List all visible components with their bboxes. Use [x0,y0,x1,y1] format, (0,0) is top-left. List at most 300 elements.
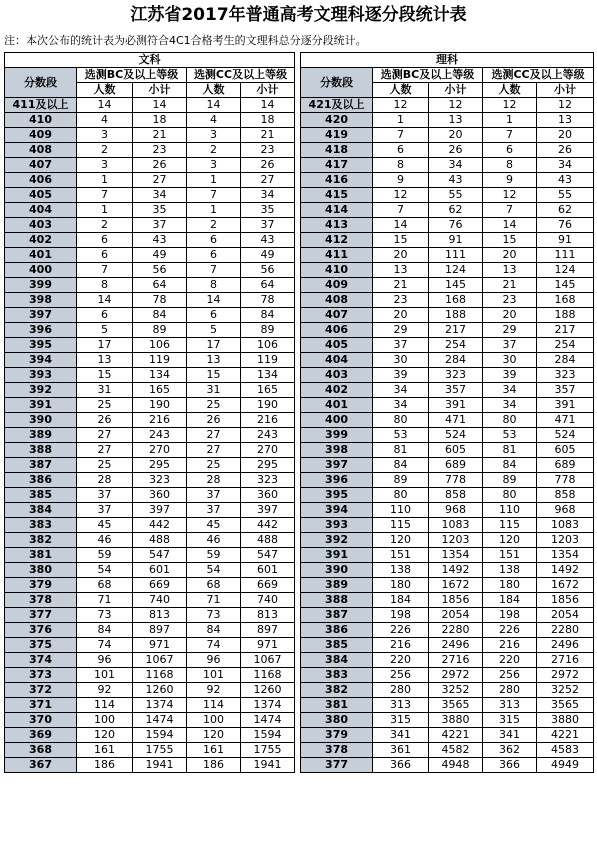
li-cc-cumulative: 391 [537,398,594,413]
wen-bc-cumulative: 23 [133,143,187,158]
wen-bc-cumulative: 1941 [133,758,187,773]
li-bc-cumulative: 62 [429,203,483,218]
wen-cc-cumulative: 119 [241,353,295,368]
li-cc-cumulative: 1203 [537,533,594,548]
table-row [5,248,594,263]
li-bc-cumulative: 4221 [429,728,483,743]
li-score-segment: 401 [301,398,373,413]
wen-bc-count: 45 [77,518,133,533]
wen-bc-cumulative: 43 [133,233,187,248]
li-bc-cumulative: 1354 [429,548,483,563]
wen-bc-count: 68 [77,578,133,593]
li-cc-cumulative: 2716 [537,653,594,668]
li-bc-cumulative: 968 [429,503,483,518]
table-row [5,578,594,593]
wen-cc-cumulative: 84 [241,308,295,323]
wen-bc-count: 26 [77,413,133,428]
wen-cc-cumulative: 397 [241,503,295,518]
table-row [5,338,594,353]
li-cc-count: 80 [483,488,537,503]
wen-cc-count: 6 [187,233,241,248]
li-bc-cumulative: 1083 [429,518,483,533]
wen-score-segment: 396 [5,323,77,338]
wen-score-segment: 382 [5,533,77,548]
li-bc-cumulative: 20 [429,128,483,143]
li-bc-cumulative: 858 [429,488,483,503]
li-score-segment: 396 [301,473,373,488]
wen-score-segment: 392 [5,383,77,398]
wen-cc-count: 161 [187,743,241,758]
li-cc-count: 341 [483,728,537,743]
li-score-segment: 413 [301,218,373,233]
li-score-segment: 406 [301,323,373,338]
li-cc-count: 120 [483,533,537,548]
table-row [5,308,594,323]
wen-bc-count: 25 [77,458,133,473]
li-bc-count: 138 [373,563,429,578]
wen-cc-count: 101 [187,668,241,683]
li-score-segment: 394 [301,503,373,518]
wen-cc-count: 74 [187,638,241,653]
wen-cc-count: 13 [187,353,241,368]
li-cc-cumulative: 2972 [537,668,594,683]
wen-cc-count: 4 [187,113,241,128]
wen-cc-cumulative: 1260 [241,683,295,698]
li-cc-cumulative: 124 [537,263,594,278]
wen-seg-header: 分数段 [5,68,77,98]
li-cc-count: 21 [483,278,537,293]
li-cc-cumulative: 1083 [537,518,594,533]
wen-bc-count: 114 [77,698,133,713]
table-row [5,128,594,143]
wen-cc-count: 3 [187,128,241,143]
wen-cc-count: 25 [187,458,241,473]
li-cc-cumulative: 13 [537,113,594,128]
li-bc-count: 1 [373,113,429,128]
li-cc-cumulative: 76 [537,218,594,233]
li-score-segment: 405 [301,338,373,353]
li-cc-cumulative: 1856 [537,593,594,608]
wen-score-segment: 378 [5,593,77,608]
wen-cc-cumulative: 165 [241,383,295,398]
wen-cc-count: 73 [187,608,241,623]
li-cc-cumulative: 254 [537,338,594,353]
wen-score-segment: 405 [5,188,77,203]
li-score-segment: 391 [301,548,373,563]
li-cc-count: 8 [483,158,537,173]
li-cc-cumulative: 4583 [537,743,594,758]
wen-score-segment: 398 [5,293,77,308]
wen-bc-count: 3 [77,128,133,143]
li-bc-cumulative: 26 [429,143,483,158]
li-bc-count: 198 [373,608,429,623]
li-bc-cumulative: 778 [429,473,483,488]
wen-bc-count: 59 [77,548,133,563]
li-cc-cumulative: 357 [537,383,594,398]
li-score-segment: 410 [301,263,373,278]
li-bc-cumulative: 111 [429,248,483,263]
wen-score-segment: 408 [5,143,77,158]
li-bc-count: 53 [373,428,429,443]
wen-cc-count: 84 [187,623,241,638]
table-row [5,98,594,113]
li-score-segment: 392 [301,533,373,548]
wen-cc-count: 27 [187,443,241,458]
wen-bc-cumulative: 971 [133,638,187,653]
li-score-segment: 381 [301,698,373,713]
wen-score-segment: 373 [5,668,77,683]
li-cc-count: 110 [483,503,537,518]
wen-score-segment: 407 [5,158,77,173]
li-score-segment: 415 [301,188,373,203]
wen-score-segment: 376 [5,623,77,638]
wen-score-segment: 374 [5,653,77,668]
li-bc-cumulative: 12 [429,98,483,113]
wen-cc-cumulative: 14 [241,98,295,113]
table-body [5,98,594,773]
wen-bc-header: 选测BC及以上等级 [77,68,187,83]
li-bc-count: 9 [373,173,429,188]
table-row [5,158,594,173]
li-bc-count: 20 [373,308,429,323]
wen-cc-count: 25 [187,398,241,413]
table-row [5,278,594,293]
li-bc-count: 37 [373,338,429,353]
wen-cc-count: 27 [187,428,241,443]
wen-cc-count: 1 [187,173,241,188]
wen-bc-count: 31 [77,383,133,398]
li-score-segment: 420 [301,113,373,128]
li-cc-cumulative: 524 [537,428,594,443]
li-cc-count: 7 [483,128,537,143]
li-bc-count: 29 [373,323,429,338]
li-bc-cumulative: 3252 [429,683,483,698]
li-score-segment: 407 [301,308,373,323]
wen-bc-cumulative: 119 [133,353,187,368]
li-cc-cumulative: 284 [537,353,594,368]
wen-bc-cumulative: 740 [133,593,187,608]
wen-cc-count: 37 [187,503,241,518]
table-row [5,458,594,473]
table-row [5,263,594,278]
table-row [5,533,594,548]
wen-score-segment: 386 [5,473,77,488]
li-bc-count: 256 [373,668,429,683]
wen-bc-count: 71 [77,593,133,608]
wen-score-segment: 367 [5,758,77,773]
li-bc-cumulative: 91 [429,233,483,248]
li-cc-cumulative: 323 [537,368,594,383]
li-bc-count-header: 人数 [373,83,429,98]
section-wen: 文科 [5,53,295,68]
li-bc-cumulative: 323 [429,368,483,383]
wen-cc-cumulative: 37 [241,218,295,233]
wen-bc-count: 54 [77,563,133,578]
wen-bc-count: 6 [77,233,133,248]
table-row [5,548,594,563]
wen-score-segment: 404 [5,203,77,218]
wen-score-segment: 387 [5,458,77,473]
wen-bc-count: 6 [77,248,133,263]
wen-cc-cumulative: 295 [241,458,295,473]
li-cc-count: 6 [483,143,537,158]
li-bc-count: 366 [373,758,429,773]
li-cc-cumulative: 858 [537,488,594,503]
table-row [5,353,594,368]
wen-bc-count: 13 [77,353,133,368]
li-cc-count: 20 [483,308,537,323]
wen-bc-cumulative: 134 [133,368,187,383]
li-score-segment: 421及以上 [301,98,373,113]
wen-bc-cumulative: 360 [133,488,187,503]
wen-cc-count: 5 [187,323,241,338]
li-score-segment: 385 [301,638,373,653]
wen-cc-cumulative: 21 [241,128,295,143]
li-bc-cumulative: 168 [429,293,483,308]
wen-bc-count: 101 [77,668,133,683]
table-row [5,203,594,218]
wen-bc-count: 100 [77,713,133,728]
table-row [5,518,594,533]
wen-bc-cumulative: 49 [133,248,187,263]
li-cc-count: 366 [483,758,537,773]
li-cc-cumulative: 34 [537,158,594,173]
wen-bc-count: 4 [77,113,133,128]
wen-cc-count: 14 [187,293,241,308]
li-bc-cumulative: 76 [429,218,483,233]
wen-bc-cumulative: 37 [133,218,187,233]
li-cc-count: 180 [483,578,537,593]
li-cc-cumulative: 168 [537,293,594,308]
wen-cc-count: 6 [187,248,241,263]
table-row [5,143,594,158]
li-score-segment: 397 [301,458,373,473]
li-cc-cum-header: 小计 [537,83,594,98]
wen-bc-cumulative: 547 [133,548,187,563]
li-cc-count: 220 [483,653,537,668]
wen-bc-cumulative: 34 [133,188,187,203]
li-cc-cumulative: 471 [537,413,594,428]
wen-cc-cumulative: 23 [241,143,295,158]
wen-score-segment: 383 [5,518,77,533]
li-cc-cumulative: 3880 [537,713,594,728]
wen-bc-cumulative: 14 [133,98,187,113]
li-cc-cumulative: 778 [537,473,594,488]
li-bc-count: 7 [373,128,429,143]
wen-cc-count: 14 [187,98,241,113]
li-score-segment: 409 [301,278,373,293]
table-row [5,593,594,608]
li-cc-count: 13 [483,263,537,278]
li-bc-count: 361 [373,743,429,758]
wen-bc-count: 7 [77,188,133,203]
wen-score-segment: 379 [5,578,77,593]
li-cc-cumulative: 4221 [537,728,594,743]
wen-bc-cumulative: 78 [133,293,187,308]
li-cc-cumulative: 43 [537,173,594,188]
li-cc-count: 80 [483,413,537,428]
li-cc-cumulative: 91 [537,233,594,248]
wen-bc-cumulative: 669 [133,578,187,593]
wen-bc-cum-header: 小计 [133,83,187,98]
wen-bc-count: 84 [77,623,133,638]
table-row [5,218,594,233]
li-score-segment: 411 [301,248,373,263]
li-score-segment: 408 [301,293,373,308]
wen-bc-cumulative: 165 [133,383,187,398]
li-cc-cumulative: 20 [537,128,594,143]
wen-cc-cumulative: 669 [241,578,295,593]
wen-score-segment: 390 [5,413,77,428]
li-bc-count: 39 [373,368,429,383]
table-row [5,638,594,653]
wen-cc-cumulative: 488 [241,533,295,548]
li-score-segment: 382 [301,683,373,698]
wen-cc-count: 96 [187,653,241,668]
wen-score-segment: 400 [5,263,77,278]
wen-score-segment: 410 [5,113,77,128]
li-bc-count: 34 [373,398,429,413]
li-bc-count: 12 [373,98,429,113]
wen-cc-count: 45 [187,518,241,533]
table-row [5,368,594,383]
wen-bc-cumulative: 601 [133,563,187,578]
li-bc-cumulative: 4582 [429,743,483,758]
li-bc-cumulative: 524 [429,428,483,443]
table-row [5,473,594,488]
wen-bc-count: 14 [77,98,133,113]
li-bc-count: 110 [373,503,429,518]
wen-bc-count: 28 [77,473,133,488]
li-score-segment: 377 [301,758,373,773]
wen-cc-cumulative: 64 [241,278,295,293]
table-row [5,443,594,458]
li-cc-cumulative: 4949 [537,758,594,773]
wen-bc-cumulative: 56 [133,263,187,278]
li-bc-count: 220 [373,653,429,668]
wen-bc-cumulative: 295 [133,458,187,473]
li-bc-count: 341 [373,728,429,743]
wen-cc-count: 120 [187,728,241,743]
li-score-segment: 395 [301,488,373,503]
wen-cc-cumulative: 323 [241,473,295,488]
li-bc-cumulative: 2716 [429,653,483,668]
wen-cc-count: 114 [187,698,241,713]
li-cc-cumulative: 689 [537,458,594,473]
wen-bc-count: 73 [77,608,133,623]
wen-cc-cumulative: 1168 [241,668,295,683]
wen-bc-cumulative: 397 [133,503,187,518]
wen-bc-count: 2 [77,143,133,158]
wen-score-segment: 377 [5,608,77,623]
wen-cc-count: 7 [187,263,241,278]
li-bc-cumulative: 689 [429,458,483,473]
wen-bc-cumulative: 488 [133,533,187,548]
wen-bc-cumulative: 442 [133,518,187,533]
wen-bc-count: 186 [77,758,133,773]
li-bc-cumulative: 2280 [429,623,483,638]
table-row [5,563,594,578]
wen-cc-count: 68 [187,578,241,593]
wen-cc-count: 8 [187,278,241,293]
li-bc-cumulative: 3880 [429,713,483,728]
li-bc-count: 180 [373,578,429,593]
wen-score-segment: 381 [5,548,77,563]
wen-cc-cumulative: 78 [241,293,295,308]
li-bc-count: 23 [373,293,429,308]
li-cc-count: 20 [483,248,537,263]
li-bc-cumulative: 55 [429,188,483,203]
wen-bc-count: 1 [77,173,133,188]
li-cc-count: 313 [483,698,537,713]
wen-bc-cumulative: 1474 [133,713,187,728]
li-cc-count: 1 [483,113,537,128]
wen-cc-cumulative: 897 [241,623,295,638]
wen-score-segment: 369 [5,728,77,743]
wen-cc-header: 选测CC及以上等级 [187,68,295,83]
li-bc-cumulative: 217 [429,323,483,338]
wen-cc-cumulative: 34 [241,188,295,203]
wen-score-segment: 403 [5,218,77,233]
table-row [5,413,594,428]
li-cc-cumulative: 145 [537,278,594,293]
li-bc-count: 21 [373,278,429,293]
li-bc-cumulative: 2496 [429,638,483,653]
wen-cc-cumulative: 190 [241,398,295,413]
li-cc-count: 138 [483,563,537,578]
table-row [5,608,594,623]
li-bc-cumulative: 391 [429,398,483,413]
table-row [5,233,594,248]
wen-bc-count: 2 [77,218,133,233]
wen-cc-count: 1 [187,203,241,218]
wen-bc-count: 6 [77,308,133,323]
table-row [5,698,594,713]
wen-bc-cumulative: 64 [133,278,187,293]
wen-cc-count: 100 [187,713,241,728]
li-bc-cumulative: 34 [429,158,483,173]
table-row [5,113,594,128]
li-score-segment: 417 [301,158,373,173]
wen-bc-cumulative: 89 [133,323,187,338]
table-row [5,188,594,203]
score-distribution-table [4,52,594,773]
li-bc-cumulative: 1203 [429,533,483,548]
wen-bc-count: 7 [77,263,133,278]
wen-bc-count: 27 [77,428,133,443]
li-bc-count: 15 [373,233,429,248]
wen-bc-cumulative: 106 [133,338,187,353]
wen-score-segment: 409 [5,128,77,143]
li-bc-count: 80 [373,488,429,503]
li-cc-count: 81 [483,443,537,458]
li-bc-cumulative: 605 [429,443,483,458]
li-bc-count: 80 [373,413,429,428]
li-bc-cumulative: 13 [429,113,483,128]
li-bc-cumulative: 188 [429,308,483,323]
wen-bc-cumulative: 1374 [133,698,187,713]
li-score-segment: 402 [301,383,373,398]
wen-cc-count: 3 [187,158,241,173]
wen-score-segment: 380 [5,563,77,578]
li-score-segment: 380 [301,713,373,728]
wen-score-segment: 394 [5,353,77,368]
wen-cc-count: 46 [187,533,241,548]
wen-score-segment: 397 [5,308,77,323]
table-row [5,323,594,338]
wen-bc-cumulative: 813 [133,608,187,623]
wen-cc-count: 54 [187,563,241,578]
